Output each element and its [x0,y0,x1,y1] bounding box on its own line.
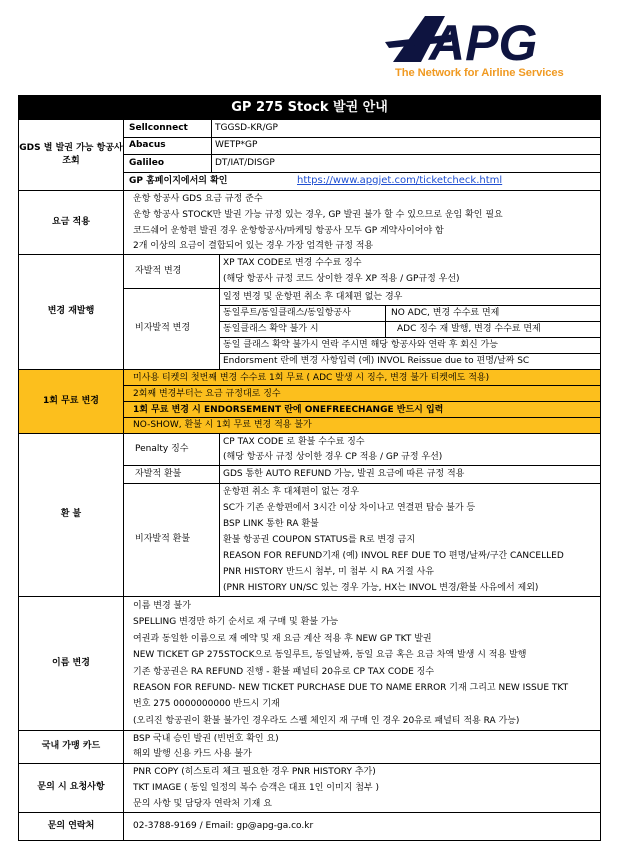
refund-involuntary-label: 비자발적 환불 [135,534,191,545]
name-change-line-4: NEW TICKET GP 275STOCK으로 동일루트, 동일날짜, 동일 요금 혹은 요금 차액 발생 시 적용 발행 [133,650,527,660]
apg-logo [385,12,605,87]
gds-label-abacus: Abacus [129,140,166,151]
free-change-line-4: NO-SHOW, 환불 시 1회 무료 변경 적용 불가 [133,420,312,430]
divider-reissue-bottom [19,369,600,370]
gds-homepage-link[interactable]: https://www.apgjet.com/ticketcheck.html [297,175,503,186]
reissue-route-change-value: NO ADC, 변경 수수료 면제 [391,308,500,318]
divider-reissue-vertical [219,254,220,369]
name-change-line-1: 이름 변경 불가 [133,601,191,611]
divider-name-change-bottom [19,730,600,731]
divider-refund-vertical [219,433,220,596]
logo-brand-text: APG [429,15,538,67]
gds-value-galileo: DT/IAT/DISGP [215,158,275,168]
divider-gds-bottom [19,190,600,191]
reissue-header: 변경 재발행 [47,306,95,316]
contact-value: 02-3788-9169 / Email: gp@apg-ga.co.kr [133,821,314,831]
request-line-2: TKT IMAGE ( 동일 일정의 복수 승객은 대표 1인 이미지 첨부 ) [133,783,379,793]
divider-gds-row-1 [123,137,600,138]
gds-header: GDS 별 발권 가능 항공사 조회 [19,143,123,166]
refund-involuntary-line-2: SC가 기존 운항편에서 3시간 이상 차이나고 연결편 탑승 불가 등 [223,503,476,513]
card-line-1: BSP 국내 승인 발권 (빈번호 확인 요) [133,734,279,744]
fare-header: 요금 적용 [52,216,90,227]
reissue-involuntary-line-1: 일정 변경 및 운항편 취소 후 대체편 없는 경우 [223,292,403,302]
divider-refund-row-2 [123,483,600,484]
reissue-involuntary-label: 비자발적 변경 [135,323,191,334]
gds-value-abacus: WETP*GP [215,140,258,150]
name-change-line-5: 기존 항공권은 RA REFUND 진행 - 환불 패널티 20유로 CP TAX CODE 징수 [133,667,435,677]
free-change-line-2: 2회째 변경부터는 요금 규정대로 징수 [133,389,281,399]
card-header: 국내 가맹 카드 [41,741,101,751]
logo-tagline: The Network for Airline Services [395,67,564,79]
gds-homepage-label: GP 홈페이지에서의 확인 [129,175,228,186]
reissue-class-unconfirmed-value: ADC 징수 재 발행, 변경 수수료 면제 [397,324,541,334]
divider-free-row-1 [123,385,600,386]
gds-label-galileo: Galileo [129,157,165,168]
card-line-2: 해외 발행 신용 카드 사용 불가 [133,749,252,759]
refund-involuntary-line-6: PNR HISTORY 반드시 첨부, 미 첨부 시 RA 거절 사유 [223,567,434,577]
info-table [18,95,601,841]
name-change-line-8: (오리진 항공권이 환불 불가인 경우라도 스펠 체인지 재 구매 인 경우 20유로 패널티 적용 RA 가능) [133,716,520,726]
divider-free-change-bottom [19,433,600,434]
gds-homepage-cell [297,172,597,190]
refund-header: 환 불 [60,509,82,519]
refund-penalty-line-2: (해당 항공사 규정 상이한 경우 CP 적용 / GP 규정 우선) [223,452,443,462]
name-change-line-3: 여권과 동일한 이름으로 재 예약 및 재 요금 계산 적용 후 NEW GP TKT 발권 [133,634,432,644]
refund-involuntary-line-3: BSP LINK 통한 RA 환불 [223,519,319,529]
divider-main-vertical [123,120,124,840]
reissue-route-change: 동일루트/동일클래스/동일항공사 [223,308,351,318]
gds-label-sellconnect: Sellconnect [129,123,188,134]
page-title: GP 275 Stock 발권 안내 [19,96,600,120]
refund-penalty-line-1: CP TAX CODE 로 환불 수수료 징수 [223,437,365,447]
divider-reissue-inner-vertical [385,305,386,337]
refund-involuntary-line-7: (PNR HISTORY UN/SC 있는 경우 가능, HX는 INVOL 변경/환불 사유에서 제외) [223,583,539,593]
refund-penalty-label: Penalty 징수 [135,443,189,454]
refund-involuntary-line-4: 환불 항공권 COUPON STATUS를 R로 변경 금지 [223,535,416,545]
divider-gds-row-3 [123,172,600,173]
divider-free-row-3 [123,417,600,418]
request-line-3: 문의 사항 및 담당자 연락처 기재 요 [133,799,272,809]
divider-free-row-2 [123,401,600,402]
divider-gds-vertical [211,120,212,172]
fare-line-4: 2개 이상의 요금이 결합되어 있는 경우 가장 엄격한 규정 적용 [133,241,374,251]
divider-fare-bottom [19,254,600,255]
divider-request-bottom [19,812,600,813]
apg-logo-mark [385,12,605,67]
free-change-line-1: 미사용 티켓의 첫번째 변경 수수료 1회 무료 ( ADC 발생 시 징수, 변경 불가 티켓에도 적용) [133,373,490,383]
contact-header: 문의 연락처 [47,820,95,831]
reissue-class-unconfirmed: 동일클래스 확약 불가 시 [223,324,319,334]
fare-line-2: 운항 항공사 STOCK만 발권 가능 규정 있는 경우, GP 발권 불가 할 수 있으므로 운임 확인 필요 [133,210,503,220]
divider-card-bottom [19,763,600,764]
name-change-line-7: 번호 275 0000000000 반드시 기재 [133,699,280,709]
reissue-involuntary-line-4: 동일 클래스 확약 불가시 연락 주시면 해당 항공사와 연락 후 회신 가능 [223,340,498,350]
refund-voluntary-line: GDS 통한 AUTO REFUND 가능, 발권 요금에 따른 규정 적용 [223,469,465,479]
reissue-voluntary-line-2: (해당 항공사 규정 코드 상이한 경우 XP 적용 / GP규정 우선) [223,274,460,284]
divider-reissue-row-4 [219,353,600,354]
name-change-line-2: SPELLING 변경만 하기 순서로 재 구매 및 환불 가능 [133,617,339,627]
request-line-1: PNR COPY (히스토리 체크 필요한 경우 PNR HISTORY 추가) [133,767,376,777]
refund-involuntary-line-5: REASON FOR REFUND기재 (예) INVOL REF DUE TO 편명/날짜/구간 CANCELLED [223,551,564,561]
divider-reissue-row-2 [219,321,600,322]
reissue-voluntary-line-1: XP TAX CODE로 변경 수수료 징수 [223,258,362,268]
request-header: 문의 시 요청사항 [37,782,105,792]
divider-gds-row-2 [123,154,600,155]
divider-refund-bottom [19,596,600,597]
gds-value-sellconnect: TGGSD-KR/GP [215,123,278,133]
reissue-voluntary-label: 자발적 변경 [135,265,182,276]
name-change-header: 이름 변경 [52,657,90,668]
name-change-line-6: REASON FOR REFUND- NEW TICKET PURCHASE DUE TO NAME ERROR 기재 그리고 NEW ISSUE TKT [133,683,569,693]
fare-line-1: 운항 항공사 GDS 요금 규정 준수 [133,194,263,204]
divider-reissue-row-3 [219,337,600,338]
fare-line-3: 코드쉐어 운항편 발권 경우 운항항공사/마케팅 항공사 모두 GP 계약사이어야 함 [133,226,444,236]
refund-involuntary-line-1: 운항편 취소 후 대체편이 없는 경우 [223,487,360,497]
free-change-header: 1회 무료 변경 [43,395,99,406]
reissue-involuntary-line-5: Endorsment 란에 변경 사항입력 (예) INVOL Reissue due to 편명/날짜 SC [223,356,530,366]
refund-voluntary-label: 자발적 환불 [135,468,182,479]
free-change-line-3: 1회 무료 변경 시 ENDORSEMENT 란에 ONEFREECHANGE 반드시 입력 [133,405,444,415]
divider-reissue-row-1 [219,305,600,306]
divider-reissue-voluntary-bottom [123,288,600,289]
divider-refund-row-1 [123,465,600,466]
